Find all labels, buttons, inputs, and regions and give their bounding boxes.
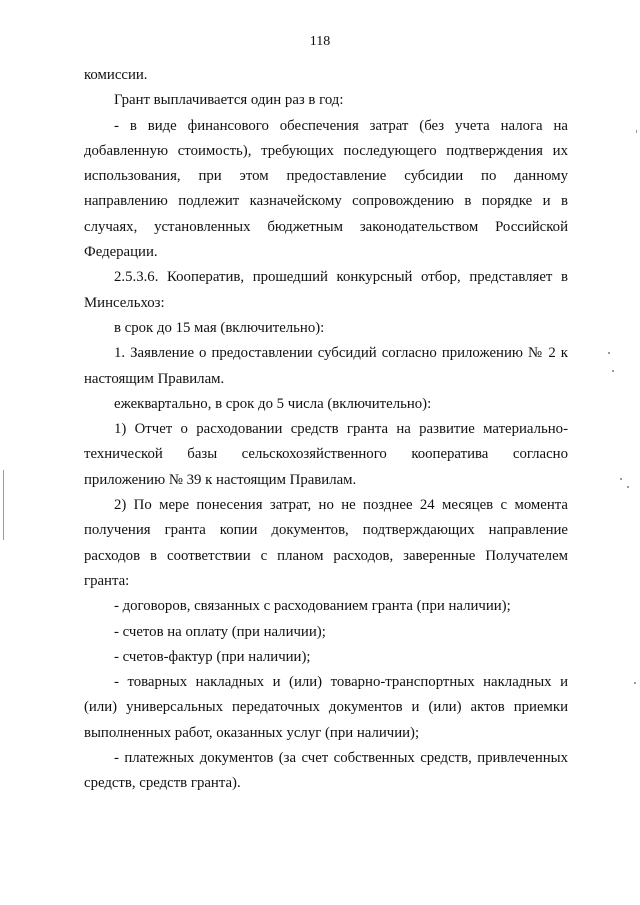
- list-item-invoices: - счетов на оплату (при наличии);: [114, 623, 326, 640]
- paragraph-report: 1) Отчет о расходовании средств гранта на развитие материально-технической базы сельскохозяйственного кооператива согласно приложению № 39 к настоящим Правилам.: [84, 421, 568, 488]
- paragraph-section-2-5-3-6: 2.5.3.6. Кооператив, прошедший конкурсный отбор, представляет в Минсельхоз:: [84, 269, 568, 311]
- page-number: 118: [309, 34, 331, 49]
- paragraph-financial-support: - в виде финансового обеспечения затрат (без учета налога на добавленную стоимость), требующих последующего подтверждения их использования, при этом предоставление субсидии по данному направлению подлежит казначейскому сопровождению в порядке и в случаях, установленных бюджетным законодательством Российской Федерации.: [84, 117, 568, 261]
- list-item-tax-invoices: - счетов-фактур (при наличии);: [114, 648, 311, 665]
- scan-mark-right-2: [612, 370, 614, 372]
- scan-mark-right-4: [627, 486, 629, 488]
- scan-mark-right-3: [620, 478, 622, 480]
- list-item-waybills: - товарных накладных и (или) товарно-транспортных накладных и (или) универсальных передаточных документов и (или) актов приемки выполненных работ, оказанных услуг (при наличии);: [84, 674, 568, 741]
- paragraph-grant-payment: Грант выплачивается один раз в год:: [114, 92, 344, 109]
- scan-mark-right-6: [636, 130, 637, 133]
- list-item-payment-documents: - платежных документов (за счет собственных средств, привлеченных средств, средств гранта).: [84, 750, 568, 792]
- paragraph-documents: 2) По мере понесения затрат, но не позднее 24 месяцев с момента получения гранта копии документов, подтверждающих направление расходов в соответствии с планом расходов, заверенные Получателем гранта:: [84, 497, 568, 589]
- scan-mark-left: [3, 470, 4, 540]
- paragraph-application: 1. Заявление о предоставлении субсидий согласно приложению № 2 к настоящим Правилам.: [84, 345, 568, 387]
- paragraph-continuation: комиссии.: [84, 67, 148, 83]
- list-item-contracts: - договоров, связанных с расходованием гранта (при наличии);: [114, 598, 511, 615]
- body-text: [84, 63, 568, 797]
- scan-mark-right-1: [608, 352, 610, 354]
- paragraph-quarterly: ежеквартально, в срок до 5 числа (включительно):: [114, 395, 432, 412]
- scan-mark-right-5: [634, 682, 636, 684]
- paragraph-deadline-may: в срок до 15 мая (включительно):: [114, 319, 325, 336]
